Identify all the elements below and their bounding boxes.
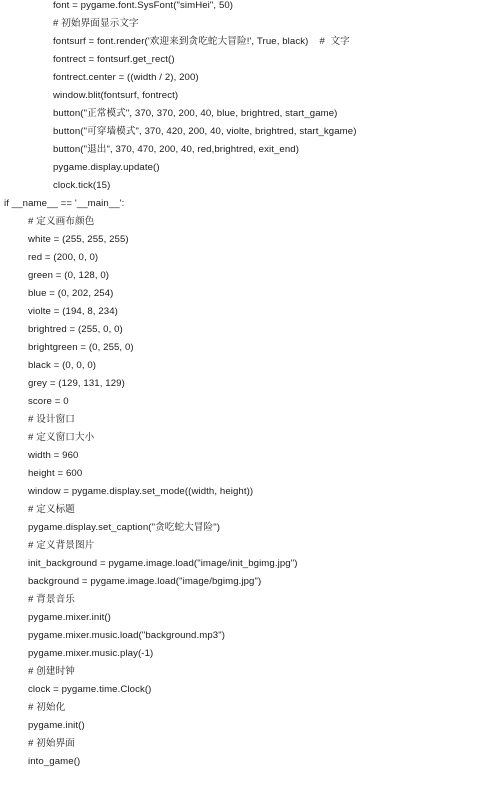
code-line: red = (200, 0, 0) — [28, 252, 99, 263]
code-line: fontrect = fontsurf.get_rect() — [53, 54, 175, 65]
code-line: clock.tick(15) — [53, 180, 111, 191]
code-line: width = 960 — [28, 450, 79, 461]
code-comment-line: # 定义画布颜色 — [28, 216, 95, 227]
code-line: background = pygame.image.load("image/bgimg.jpg") — [28, 576, 262, 587]
code-line: score = 0 — [28, 396, 69, 407]
code-line: grey = (129, 131, 129) — [28, 378, 125, 389]
code-line: white = (255, 255, 255) — [28, 234, 129, 245]
code-line: brightgreen = (0, 255, 0) — [28, 342, 134, 353]
code-comment-line: # 定义背景图片 — [28, 540, 95, 551]
code-line: button("可穿墙模式", 370, 420, 200, 40, violte, brightred, start_kgame) — [53, 126, 357, 137]
code-line: init_background = pygame.image.load("image/init_bgimg.jpg") — [28, 558, 298, 569]
code-comment-line: # 背景音乐 — [28, 594, 75, 605]
code-line: pygame.display.set_caption("贪吃蛇大冒险") — [28, 522, 221, 533]
code-line: clock = pygame.time.Clock() — [28, 684, 152, 695]
code-line: brightred = (255, 0, 0) — [28, 324, 123, 335]
code-line: pygame.init() — [28, 720, 85, 731]
code-line: window.blit(fontsurf, fontrect) — [53, 90, 179, 101]
code-comment-line: # 设计窗口 — [28, 414, 75, 425]
code-line: blue = (0, 202, 254) — [28, 288, 114, 299]
code-line: into_game() — [28, 756, 81, 767]
code-comment-line: # 初始界面 — [28, 738, 75, 749]
code-line: pygame.display.update() — [53, 162, 160, 173]
code-line: fontrect.center = ((width / 2), 200) — [53, 72, 199, 83]
code-line: if __name__ == '__main__': — [4, 198, 125, 209]
code-line: pygame.mixer.init() — [28, 612, 111, 623]
code-comment-line: # 定义窗口大小 — [28, 432, 95, 443]
code-line: green = (0, 128, 0) — [28, 270, 110, 281]
code-line: black = (0, 0, 0) — [28, 360, 97, 371]
code-line: pygame.mixer.music.load("background.mp3") — [28, 630, 226, 641]
code-line: violte = (194, 8, 234) — [28, 306, 118, 317]
code-line: window = pygame.display.set_mode((width, height)) — [28, 486, 254, 497]
code-comment-line: # 定义标题 — [28, 504, 75, 515]
code-line: button("退出", 370, 470, 200, 40, red,brightred, exit_end) — [53, 144, 300, 155]
code-comment-line: # 初始界面显示文字 — [53, 18, 139, 29]
code-comment-line: # 创建时钟 — [28, 666, 75, 677]
code-line: font = pygame.font.SysFont("simHei", 50) — [53, 0, 234, 11]
code-line: fontsurf = font.render('欢迎来到贪吃蛇大冒险!', True, black) # 文字 — [53, 36, 350, 47]
code-comment-line: # 初始化 — [28, 702, 66, 713]
code-line: height = 600 — [28, 468, 83, 479]
code-line: pygame.mixer.music.play(-1) — [28, 648, 154, 659]
code-line: button("正常模式", 370, 370, 200, 40, blue, brightred, start_game) — [53, 108, 338, 119]
